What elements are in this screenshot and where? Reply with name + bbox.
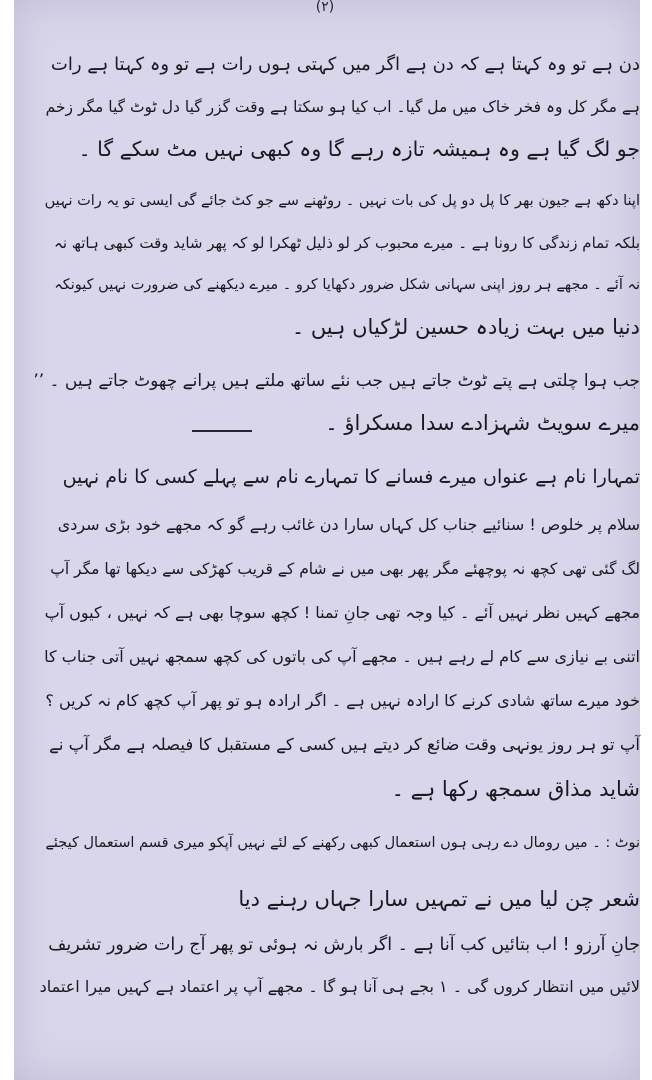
text-line: دنیا میں بہت زیادہ حسین لڑکیاں ہیں ۔ <box>291 315 640 339</box>
text-line: مجھے کہیں نظر نہیں آئے ۔ کیا وجہ تھی جانِ تمنا ! کچھ سوچا بھی ہے کہ نہیں ، کیوں آپ <box>44 603 640 622</box>
page-number: (۲) <box>315 0 335 15</box>
text-line: خود میرے ساتھ شادی کرنے کا ارادہ نہیں ہے ۔ اگر ارادہ ہو تو پھر آپ کچھ کام نہ کریں ؟ <box>45 691 640 710</box>
text-line: جانِ آرزو ! اب بتائیں کب آنا ہے ۔ اگر بارش نہ ہوئی تو پھر آج رات ضرور تشریف <box>48 935 640 955</box>
poetry-line: جب ہوا چلتی ہے پتے ٹوٹ جاتے ہیں جب نئے ساتھ ملتے ہیں پرانے چھوٹ جاتے ہیں ۔ ’’ <box>33 371 640 391</box>
poetry-line: شعر چن لیا میں نے تمہیں سارا جہاں رہنے دیا <box>238 887 640 911</box>
text-line: بلکہ تمام زندگی کا رونا ہے ۔ میرے محبوب کر لو ذلیل ٹھکرا لو کہ پھر شاید وقت کبھی ہاتھ نہ <box>54 234 640 252</box>
poetry-line: تمہارا نام ہے عنواں میرے فسانے کا تمہارے نام سے پہلے کسی کا نام نہیں <box>62 466 640 488</box>
text-line: ہے مگر کل وہ فخر خاک میں مل گیا۔ اب کیا ہو سکتا ہے وقت گزر گیا دل ٹوٹ گیا مگر زخم <box>45 98 640 116</box>
underline-mark <box>192 430 252 432</box>
text-line: لائیں میں انتظار کروں گی ۔ ۱ بجے ہی آنا ہو گا ۔ مجھے آپ پر اعتماد ہے کہیں میرا اعتماد <box>39 977 640 996</box>
text-line: آپ تو ہر روز یونہی وقت ضائع کر دیتے ہیں کسی کے مستقبل کا فیصلہ ہے مگر آپ نے <box>49 735 640 754</box>
text-line: لگ گئی تھی کچھ نہ پوچھئے مگر پھر بھی میں نے شام کے قریب کھڑکی سے دیکھا تھا مگر آپ <box>50 560 640 578</box>
letter-page <box>14 0 640 1080</box>
text-line: اپنا دکھ ہے جیون بھر کا پل دو پل کی بات نہیں ۔ روٹھنے سے جو کٹ جائے گی ایسی تو یہ رات نہیں <box>44 193 640 209</box>
text-line: دن ہے تو وہ کہتا ہے کہ دن ہے اگر میں کہتی ہوں رات ہے تو وہ کہتا ہے رات <box>50 54 640 75</box>
text-line: اتنی بے نیازی سے کام لے رہے ہیں ۔ مجھے آپ کی باتوں کی کچھ سمجھ نہیں آتی جناب کا <box>44 647 640 666</box>
note-line: نوٹ : ۔ میں رومال دے رہی ہوں استعمال کبھی رکھنے کے لئے نہیں آپکو میری قسم استعمال کیجئے <box>45 835 640 851</box>
salutation-line: میرے سویٹ شہزادے سدا مسکراؤ ۔ <box>325 411 640 435</box>
text-line: سلام پر خلوص ! سنائیے جناب کل کہاں سارا دن غائب رہے گو کہ مجھے خود بڑی سردی <box>57 515 640 534</box>
text-line: شاید مذاق سمجھ رکھا ہے ۔ <box>391 777 640 801</box>
text-line: جو لگ گیا ہے وہ ہمیشہ تازہ رہے گا وہ کبھی نہیں مٹ سکے گا ۔ <box>78 137 640 161</box>
text-line: نہ آئے ۔ مجھے ہر روز اپنی سہانی شکل ضرور دکھایا کرو ۔ میرے دیکھنے کی ضرورت نہیں کیونکہ <box>54 277 640 293</box>
